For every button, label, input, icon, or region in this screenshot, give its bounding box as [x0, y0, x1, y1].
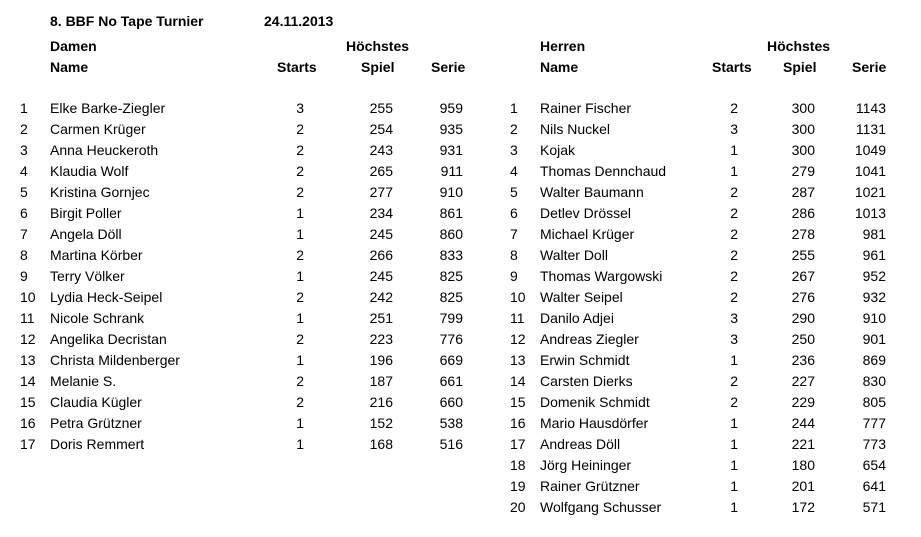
- spiel-cell: 287: [791, 184, 815, 200]
- rank-cell: 4: [20, 163, 28, 179]
- name-cell: Carsten Dierks: [540, 373, 633, 389]
- damen-group-label: Damen: [50, 38, 97, 54]
- spiel-cell: 216: [369, 394, 393, 410]
- serie-cell: 516: [439, 436, 463, 452]
- spiel-cell: 250: [791, 331, 815, 347]
- spiel-cell: 300: [791, 121, 815, 137]
- spiel-cell: 172: [791, 499, 815, 515]
- name-cell: Doris Remmert: [50, 436, 145, 452]
- rank-cell: 1: [510, 100, 518, 116]
- name-cell: Elke Barke-Ziegler: [50, 100, 166, 116]
- serie-cell: 776: [439, 331, 463, 347]
- rank-cell: 16: [510, 415, 526, 431]
- starts-cell: 1: [730, 142, 738, 158]
- name-cell: Terry Völker: [50, 268, 125, 284]
- spiel-cell: 236: [791, 352, 815, 368]
- rank-cell: 1: [20, 100, 28, 116]
- rank-cell: 20: [510, 499, 526, 515]
- herren-header-name: Name: [540, 59, 579, 75]
- name-cell: Birgit Poller: [50, 205, 122, 221]
- name-cell: Thomas Dennchaud: [540, 163, 667, 179]
- name-cell: Melanie S.: [50, 373, 117, 389]
- spiel-cell: 221: [791, 436, 815, 452]
- table-row: [0, 267, 921, 288]
- name-cell: Jörg Heininger: [540, 457, 632, 473]
- table-row: [0, 99, 921, 120]
- name-cell: Claudia Kügler: [50, 394, 142, 410]
- serie-cell: 654: [862, 457, 886, 473]
- rank-cell: 8: [510, 247, 518, 263]
- serie-cell: 1049: [854, 142, 886, 158]
- name-cell: Nils Nuckel: [540, 121, 611, 137]
- rank-cell: 15: [510, 394, 526, 410]
- document-date: 24.11.2013: [264, 13, 334, 29]
- name-cell: Nicole Schrank: [50, 310, 145, 326]
- starts-cell: 1: [730, 415, 738, 431]
- spiel-cell: 278: [791, 226, 815, 242]
- spiel-cell: 300: [791, 142, 815, 158]
- spiel-cell: 201: [791, 478, 815, 494]
- name-cell: Klaudia Wolf: [50, 163, 129, 179]
- rank-cell: 5: [20, 184, 28, 200]
- damen-header-serie: Serie: [431, 59, 466, 75]
- rank-cell: 2: [510, 121, 518, 137]
- serie-cell: 661: [439, 373, 463, 389]
- table-row: [0, 225, 921, 246]
- spiel-cell: 196: [369, 352, 393, 368]
- spiel-cell: 243: [369, 142, 393, 158]
- spiel-cell: 152: [369, 415, 393, 431]
- serie-cell: 935: [439, 121, 463, 137]
- spiel-cell: 300: [791, 100, 815, 116]
- serie-cell: 860: [439, 226, 463, 242]
- rank-cell: 7: [20, 226, 28, 242]
- rank-cell: 17: [20, 436, 36, 452]
- herren-header-serie: Serie: [852, 59, 887, 75]
- starts-cell: 1: [296, 205, 304, 221]
- spiel-cell: 267: [791, 268, 815, 284]
- starts-cell: 2: [296, 121, 304, 137]
- name-cell: Michael Krüger: [540, 226, 635, 242]
- serie-cell: 660: [439, 394, 463, 410]
- spiel-cell: 266: [369, 247, 393, 263]
- table-row: [0, 246, 921, 267]
- serie-cell: 961: [862, 247, 886, 263]
- spiel-cell: 276: [791, 289, 815, 305]
- spiel-cell: 168: [369, 436, 393, 452]
- starts-cell: 1: [730, 457, 738, 473]
- damen-header-spiel: Spiel: [361, 59, 395, 75]
- spiel-cell: 223: [369, 331, 393, 347]
- table-row: [0, 183, 921, 204]
- starts-cell: 2: [296, 289, 304, 305]
- starts-cell: 2: [296, 394, 304, 410]
- table-row: [0, 204, 921, 225]
- name-cell: Lydia Heck-Seipel: [50, 289, 163, 305]
- rank-cell: 6: [510, 205, 518, 221]
- serie-cell: 641: [862, 478, 886, 494]
- table-row: [0, 372, 921, 393]
- herren-header-hoechstes: Höchstes: [767, 38, 831, 54]
- starts-cell: 2: [730, 184, 738, 200]
- starts-cell: 2: [730, 268, 738, 284]
- name-cell: Rainer Grützner: [540, 478, 640, 494]
- starts-cell: 1: [730, 436, 738, 452]
- spiel-cell: 290: [791, 310, 815, 326]
- serie-cell: 1013: [854, 205, 886, 221]
- rank-cell: 13: [20, 352, 36, 368]
- starts-cell: 2: [296, 247, 304, 263]
- starts-cell: 2: [730, 100, 738, 116]
- serie-cell: 910: [862, 310, 886, 326]
- name-cell: Domenik Schmidt: [540, 394, 650, 410]
- name-cell: Kojak: [540, 142, 576, 158]
- rank-cell: 17: [510, 436, 526, 452]
- name-cell: Detlev Drössel: [540, 205, 632, 221]
- table-row: [0, 435, 921, 456]
- starts-cell: 3: [730, 331, 738, 347]
- spiel-cell: 229: [791, 394, 815, 410]
- starts-cell: 1: [296, 415, 304, 431]
- serie-cell: 931: [439, 142, 463, 158]
- starts-cell: 2: [296, 142, 304, 158]
- serie-cell: 901: [862, 331, 886, 347]
- serie-cell: 773: [862, 436, 886, 452]
- table-row: [0, 498, 921, 519]
- starts-cell: 2: [730, 205, 738, 221]
- table-row: [0, 120, 921, 141]
- serie-cell: 911: [440, 163, 463, 179]
- spiel-cell: 255: [791, 247, 815, 263]
- spiel-cell: 265: [369, 163, 393, 179]
- starts-cell: 3: [730, 121, 738, 137]
- table-row: [0, 477, 921, 498]
- name-cell: Angelika Decristan: [50, 331, 167, 347]
- serie-cell: 669: [439, 352, 463, 368]
- spiel-cell: 234: [369, 205, 393, 221]
- spiel-cell: 277: [369, 184, 393, 200]
- rank-cell: 5: [510, 184, 518, 200]
- starts-cell: 2: [730, 373, 738, 389]
- serie-cell: 825: [439, 289, 463, 305]
- serie-cell: 799: [439, 310, 463, 326]
- spiel-cell: 286: [791, 205, 815, 221]
- serie-cell: 830: [862, 373, 886, 389]
- rank-cell: 4: [510, 163, 518, 179]
- serie-cell: 959: [439, 100, 463, 116]
- starts-cell: 2: [730, 247, 738, 263]
- serie-cell: 571: [862, 499, 886, 515]
- herren-header-spiel: Spiel: [783, 59, 817, 75]
- rank-cell: 7: [510, 226, 518, 242]
- rank-cell: 9: [20, 268, 28, 284]
- rank-cell: 6: [20, 205, 28, 221]
- starts-cell: 3: [296, 100, 304, 116]
- rank-cell: 12: [510, 331, 526, 347]
- table-row: [0, 288, 921, 309]
- table-row: [0, 162, 921, 183]
- rank-cell: 19: [510, 478, 526, 494]
- spiel-cell: 255: [369, 100, 393, 116]
- serie-cell: 952: [862, 268, 886, 284]
- table-row: [0, 330, 921, 351]
- rank-cell: 12: [20, 331, 36, 347]
- rank-cell: 15: [20, 394, 36, 410]
- spiel-cell: 244: [791, 415, 815, 431]
- spiel-cell: 251: [369, 310, 393, 326]
- serie-cell: 1131: [855, 121, 886, 137]
- starts-cell: 1: [296, 310, 304, 326]
- damen-header-name: Name: [50, 59, 89, 75]
- name-cell: Mario Hausdörfer: [540, 415, 649, 431]
- name-cell: Walter Baumann: [540, 184, 644, 200]
- rank-cell: 18: [510, 457, 526, 473]
- table-row: [0, 351, 921, 372]
- serie-cell: 1021: [854, 184, 886, 200]
- serie-cell: 869: [862, 352, 886, 368]
- table-row: [0, 414, 921, 435]
- serie-cell: 777: [862, 415, 886, 431]
- rank-cell: 9: [510, 268, 518, 284]
- document-title: 8. BBF No Tape Turnier: [50, 13, 204, 29]
- rank-cell: 11: [20, 310, 35, 326]
- rank-cell: 3: [20, 142, 28, 158]
- rank-cell: 8: [20, 247, 28, 263]
- starts-cell: 2: [296, 331, 304, 347]
- name-cell: Andreas Döll: [540, 436, 621, 452]
- starts-cell: 2: [730, 289, 738, 305]
- rank-cell: 13: [510, 352, 526, 368]
- serie-cell: 1143: [855, 100, 886, 116]
- table-row: [0, 393, 921, 414]
- name-cell: Christa Mildenberger: [50, 352, 180, 368]
- name-cell: Andreas Ziegler: [540, 331, 639, 347]
- rank-cell: 14: [20, 373, 36, 389]
- spiel-cell: 187: [369, 373, 393, 389]
- name-cell: Martina Körber: [50, 247, 143, 263]
- name-cell: Petra Grützner: [50, 415, 142, 431]
- serie-cell: 833: [439, 247, 463, 263]
- starts-cell: 1: [730, 352, 738, 368]
- starts-cell: 1: [296, 436, 304, 452]
- name-cell: Erwin Schmidt: [540, 352, 630, 368]
- rank-cell: 2: [20, 121, 28, 137]
- starts-cell: 1: [730, 499, 738, 515]
- name-cell: Angela Döll: [50, 226, 122, 242]
- starts-cell: 2: [296, 163, 304, 179]
- starts-cell: 1: [730, 478, 738, 494]
- rank-cell: 16: [20, 415, 36, 431]
- serie-cell: 1041: [854, 163, 886, 179]
- serie-cell: 861: [439, 205, 463, 221]
- starts-cell: 2: [730, 226, 738, 242]
- rank-cell: 10: [510, 289, 526, 305]
- starts-cell: 2: [296, 184, 304, 200]
- spiel-cell: 245: [369, 268, 393, 284]
- table-row: [0, 141, 921, 162]
- rank-cell: 10: [20, 289, 36, 305]
- rank-cell: 14: [510, 373, 526, 389]
- spiel-cell: 245: [369, 226, 393, 242]
- name-cell: Walter Seipel: [540, 289, 623, 305]
- starts-cell: 2: [296, 373, 304, 389]
- herren-group-label: Herren: [540, 38, 586, 54]
- spiel-cell: 227: [791, 373, 815, 389]
- serie-cell: 825: [439, 268, 463, 284]
- spiel-cell: 279: [791, 163, 815, 179]
- spiel-cell: 242: [369, 289, 393, 305]
- serie-cell: 805: [862, 394, 886, 410]
- serie-cell: 981: [862, 226, 886, 242]
- name-cell: Wolfgang Schusser: [540, 499, 662, 515]
- serie-cell: 932: [862, 289, 886, 305]
- name-cell: Walter Doll: [540, 247, 608, 263]
- name-cell: Danilo Adjei: [540, 310, 614, 326]
- damen-header-hoechstes: Höchstes: [346, 38, 410, 54]
- name-cell: Rainer Fischer: [540, 100, 632, 116]
- starts-cell: 1: [730, 163, 738, 179]
- table-row: [0, 456, 921, 477]
- name-cell: Kristina Gornjec: [50, 184, 150, 200]
- serie-cell: 538: [439, 415, 463, 431]
- spiel-cell: 180: [791, 457, 815, 473]
- serie-cell: 910: [439, 184, 463, 200]
- herren-header-starts: Starts: [712, 59, 752, 75]
- name-cell: Thomas Wargowski: [540, 268, 663, 284]
- spiel-cell: 254: [369, 121, 393, 137]
- name-cell: Anna Heuckeroth: [50, 142, 159, 158]
- damen-header-starts: Starts: [277, 59, 317, 75]
- starts-cell: 1: [296, 226, 304, 242]
- starts-cell: 2: [730, 394, 738, 410]
- name-cell: Carmen Krüger: [50, 121, 146, 137]
- rank-cell: 11: [510, 310, 525, 326]
- starts-cell: 3: [730, 310, 738, 326]
- starts-cell: 1: [296, 352, 304, 368]
- starts-cell: 1: [296, 268, 304, 284]
- table-row: [0, 309, 921, 330]
- rank-cell: 3: [510, 142, 518, 158]
